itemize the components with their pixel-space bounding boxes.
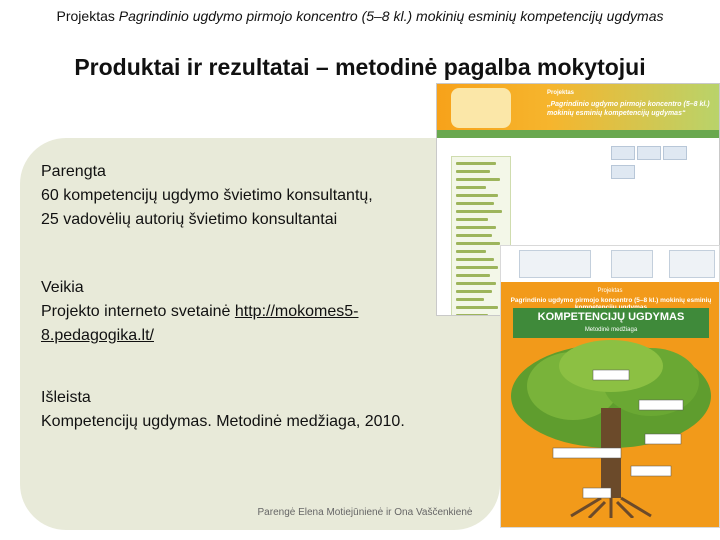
cover-project-title: Pagrindinio ugdymo pirmojo koncentro (5–8 kl.) mokinių esminių — [510, 297, 712, 304]
tree-illustration — [501, 338, 720, 518]
prepared-line-1: 60 kompetencijų ugdymo švietimo konsultantų, — [41, 187, 373, 204]
website-logos — [611, 146, 711, 164]
active-label: Veikia — [41, 279, 84, 296]
website-text — [41, 300, 441, 348]
website-title: „Pagrindinio ugdymo pirmojo koncentro (5–8 kl.) mokinių esminių kompetencijų ugdymas“ — [547, 101, 710, 117]
cover-project-label: Projektas — [597, 288, 623, 294]
project-prefix: Projektas — [56, 8, 119, 24]
prepared-label: Parengta — [41, 163, 106, 180]
website-project-label: Projektas — [547, 90, 575, 96]
cover-subtitle: Metodinė medžiaga — [584, 327, 638, 333]
website-nav-strip — [437, 130, 719, 138]
website-link[interactable]: http://mokomes5-8.pedagogika.lt/ — [41, 303, 359, 344]
cover-logos — [501, 246, 719, 282]
website-prefix: Projekto interneto svetainė — [41, 303, 235, 320]
prepared-line-2: 25 vadovėlių autorių švietimo konsultantai — [41, 211, 338, 228]
project-caption — [40, 6, 680, 26]
prepared-block — [41, 160, 373, 232]
published-block — [41, 386, 405, 434]
project-name: Pagrindinio ugdymo pirmojo koncentro (5–8 kl.) mokinių esminių kompetencijų ugdymas — [118, 8, 664, 24]
page-title: Produktai ir rezultatai – metodinė pagalba mokytojui — [74, 54, 646, 80]
author-credit: Parengė Elena Motiejūnienė ir Ona Vaščenkienė — [257, 507, 473, 518]
published-text: Kompetencijų ugdymas. Metodinė medžiaga, 2010. — [41, 413, 405, 430]
cover-book-title: KOMPETENCIJŲ UGDYMAS — [537, 311, 685, 323]
website-illustration — [451, 88, 511, 128]
book-cover — [500, 245, 720, 528]
published-label: Išleista — [41, 389, 91, 406]
website-header — [437, 84, 719, 130]
cover-title-band — [513, 308, 709, 338]
active-block — [41, 276, 441, 348]
